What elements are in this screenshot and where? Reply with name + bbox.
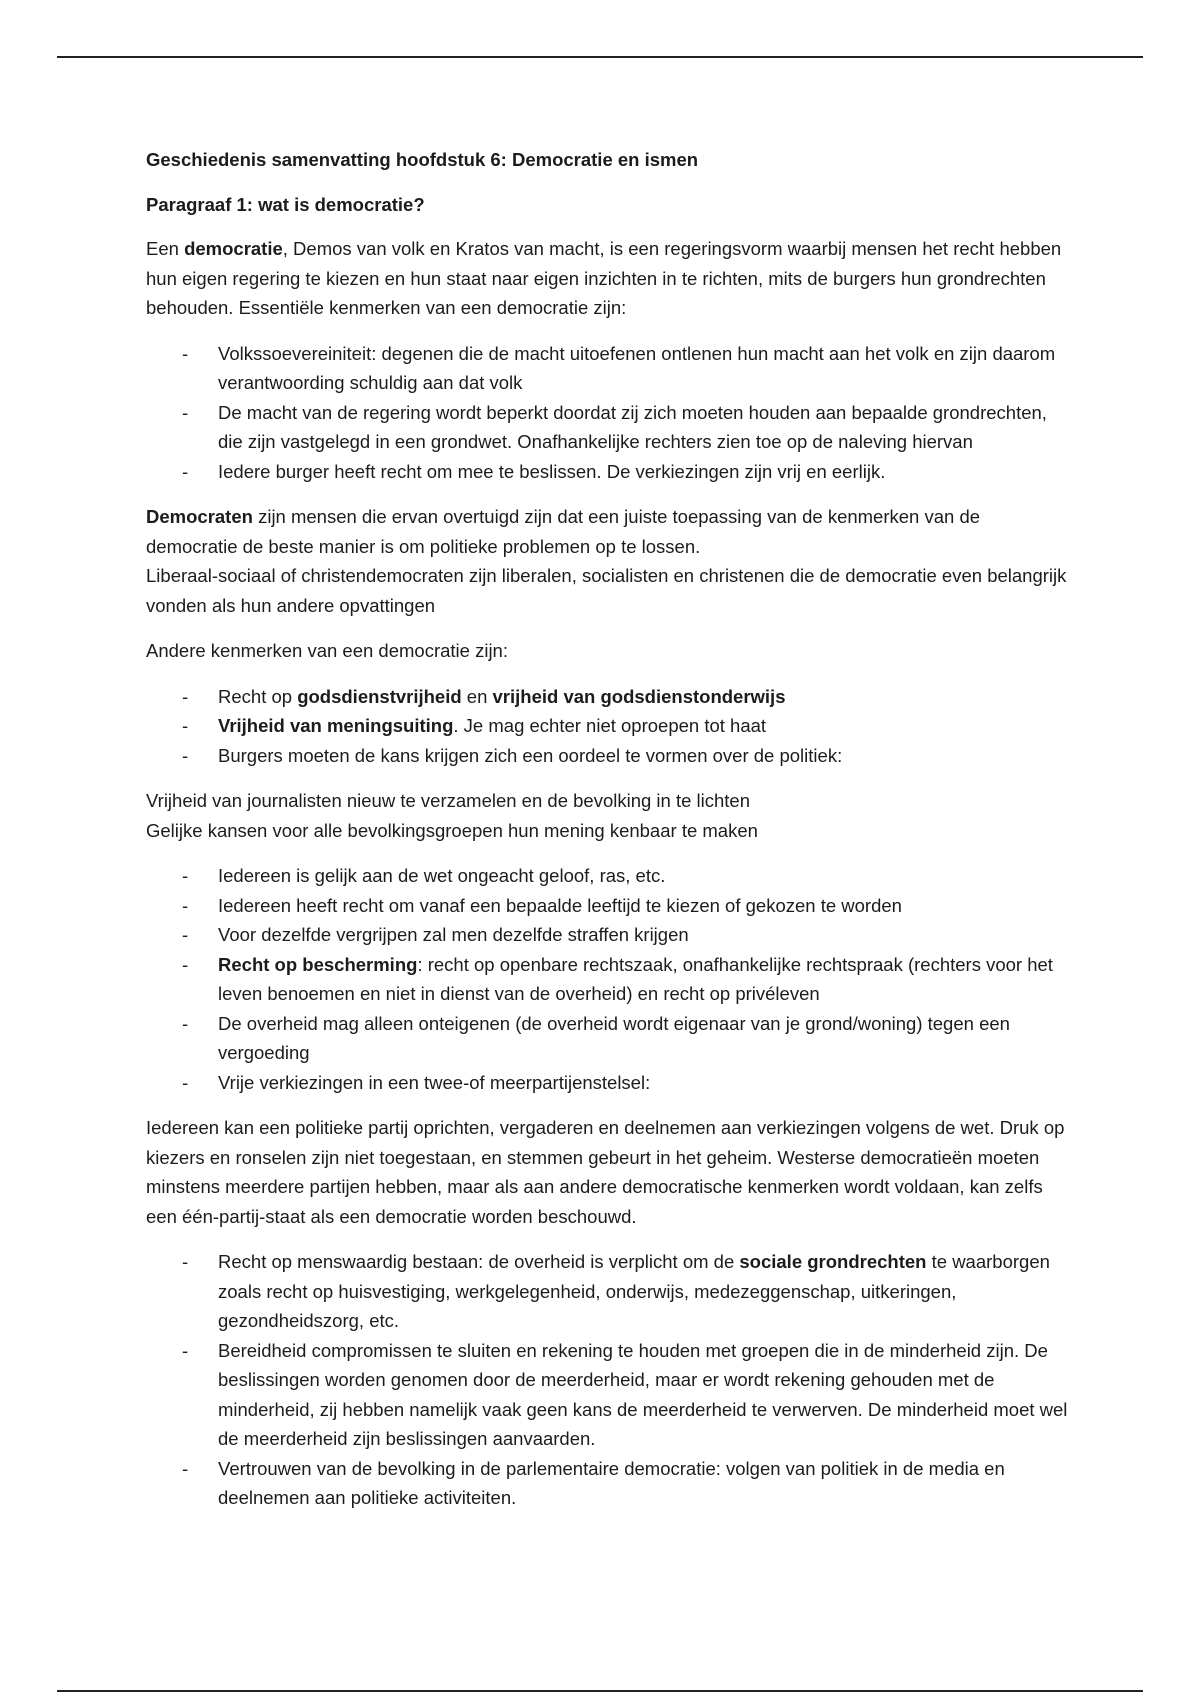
footer-rule <box>57 1690 1143 1692</box>
list-item: - De overheid mag alleen onteigenen (de overheid wordt eigenaar van je grond/woning) tegen een vergoeding <box>218 1009 1076 1068</box>
list-item: - Bereidheid compromissen te sluiten en rekening te houden met groepen die in de minderheid zijn. De beslissingen worden genomen door de meerderheid, maar er wordt rekening gehouden met de minderheid, zij hebben namelijk vaak geen kans de meerderheid te verwerven. De minderheid moet wel de meerderheid zijn beslissingen aanvaarden. <box>218 1336 1076 1454</box>
list-item: - Iedereen is gelijk aan de wet ongeacht geloof, ras, etc. <box>218 861 1076 891</box>
intro-paragraph <box>146 234 1076 323</box>
vrijheid-line1: Vrijheid van journalisten nieuw te verzamelen en de bevolking in te lichten <box>146 790 751 811</box>
intro-term-democratie: democratie <box>184 238 283 259</box>
term-vrijheid-meningsuiting: Vrijheid van meningsuiting <box>218 715 454 736</box>
list-item: - Volkssoevereiniteit: degenen die de macht uitoefenen ontlenen hun macht aan het volk en zijn daarom verantwoording schuldig aan dat volk <box>218 339 1076 398</box>
list-item: - Iedere burger heeft recht om mee te beslissen. De verkiezingen zijn vrij en eerlijk. <box>218 457 1076 487</box>
list-item: - Burgers moeten de kans krijgen zich een oordeel te vormen over de politiek: <box>218 741 1076 771</box>
term-vrijheid-godsdienstonderwijs: vrijheid van godsdienstonderwijs <box>492 685 786 707</box>
democraten-line2: Liberaal-sociaal of christendemocraten zijn liberalen, socialisten en christenen die de democratie even belangrijk vonden als hun andere opvattingen <box>146 565 1067 616</box>
list-text: : recht op openbare rechtszaak, onafhankelijke rechtspraak (rechters voor het leven benoemen en niet in dienst van de overheid) en recht op privéleven <box>218 953 1053 1004</box>
paragraph-heading: Paragraaf 1: wat is democratie? <box>146 193 425 215</box>
list-item <box>218 1247 1076 1336</box>
list-item: - Vrije verkiezingen in een twee-of meerpartijenstelsel: <box>218 1068 1076 1098</box>
list-text: Recht op menswaardig bestaan: de overheid is verplicht om de <box>218 1251 740 1272</box>
rights-list <box>146 861 1076 1097</box>
essential-features-list <box>146 339 1076 487</box>
list-text: te waarborgen zoals recht op huisvestiging, werkgelegenheid, onderwijs, medezeggenschap, uitkeringen, gezondheidszorg, etc. <box>218 1251 1050 1331</box>
term-democraten: Democraten <box>146 506 253 527</box>
list-item <box>218 711 1076 741</box>
term-recht-op-bescherming: Recht op bescherming <box>218 953 418 975</box>
list-text: . Je mag echter niet oproepen tot haat <box>453 715 767 736</box>
intro-text-c: , Demos van volk en Kratos van macht, is een regeringsvorm waarbij mensen het recht hebben hun eigen regering te kiezen en hun staat naar eigen inzichten in te richten, mits de burgers hun grondrechten behouden. Essentiële kenmerken van een democratie zijn: <box>146 238 1062 318</box>
list-item: - Vertrouwen van de bevolking in de parlementaire democratie: volgen van politiek in de media en deelnemen aan politieke activiteiten. <box>218 1454 1076 1513</box>
other-features-list <box>146 682 1076 771</box>
partij-paragraph: Iedereen kan een politieke partij oprichten, vergaderen en deelnemen aan verkiezingen volgens de wet. Druk op kiezers en ronselen zijn niet toegestaan, en stemmen gebeurt in het geheim. Westerse democratieën moeten minstens meerdere partijen hebben, maar als aan andere democratische kenmerken wordt voldaan, kan zelfs een één-partij-staat als een democratie worden beschouwd. <box>146 1117 1065 1227</box>
document-title: Geschiedenis samenvatting hoofdstuk 6: Democratie en ismen <box>146 149 699 170</box>
democraten-text: zijn mensen die ervan overtuigd zijn dat een juiste toepassing van de kenmerken van de democratie de beste manier is om politieke problemen op te lossen. <box>146 506 981 557</box>
list-item: - Voor dezelfde vergrijpen zal men dezelfde straffen krijgen <box>218 920 1076 950</box>
vrijheid-line2: Gelijke kansen voor alle bevolkingsgroepen hun mening kenbaar te maken <box>146 819 758 841</box>
list-text: Recht op <box>218 685 298 707</box>
list-text: en <box>461 685 493 707</box>
header-rule <box>57 56 1143 58</box>
further-features-list <box>146 1247 1076 1513</box>
list-item <box>218 950 1076 1009</box>
list-item <box>218 682 1076 712</box>
document-body <box>146 145 1076 1529</box>
list-item: - Iedereen heeft recht om vanaf een bepaalde leeftijd te kiezen of gekozen te worden <box>218 891 1076 921</box>
vrijheid-paragraph <box>146 786 1076 845</box>
term-sociale-grondrechten: sociale grondrechten <box>739 1251 927 1272</box>
intro-text-a: Een <box>146 238 185 259</box>
list-item: - De macht van de regering wordt beperkt doordat zij zich moeten houden aan bepaalde grondrechten, die zijn vastgelegd in een grondwet. Onafhankelijke rechters zien toe op de naleving hiervan <box>218 398 1076 457</box>
democraten-paragraph <box>146 502 1076 620</box>
term-godsdienstvrijheid: godsdienstvrijheid <box>297 685 462 707</box>
other-features-intro: Andere kenmerken van een democratie zijn: <box>146 640 508 661</box>
